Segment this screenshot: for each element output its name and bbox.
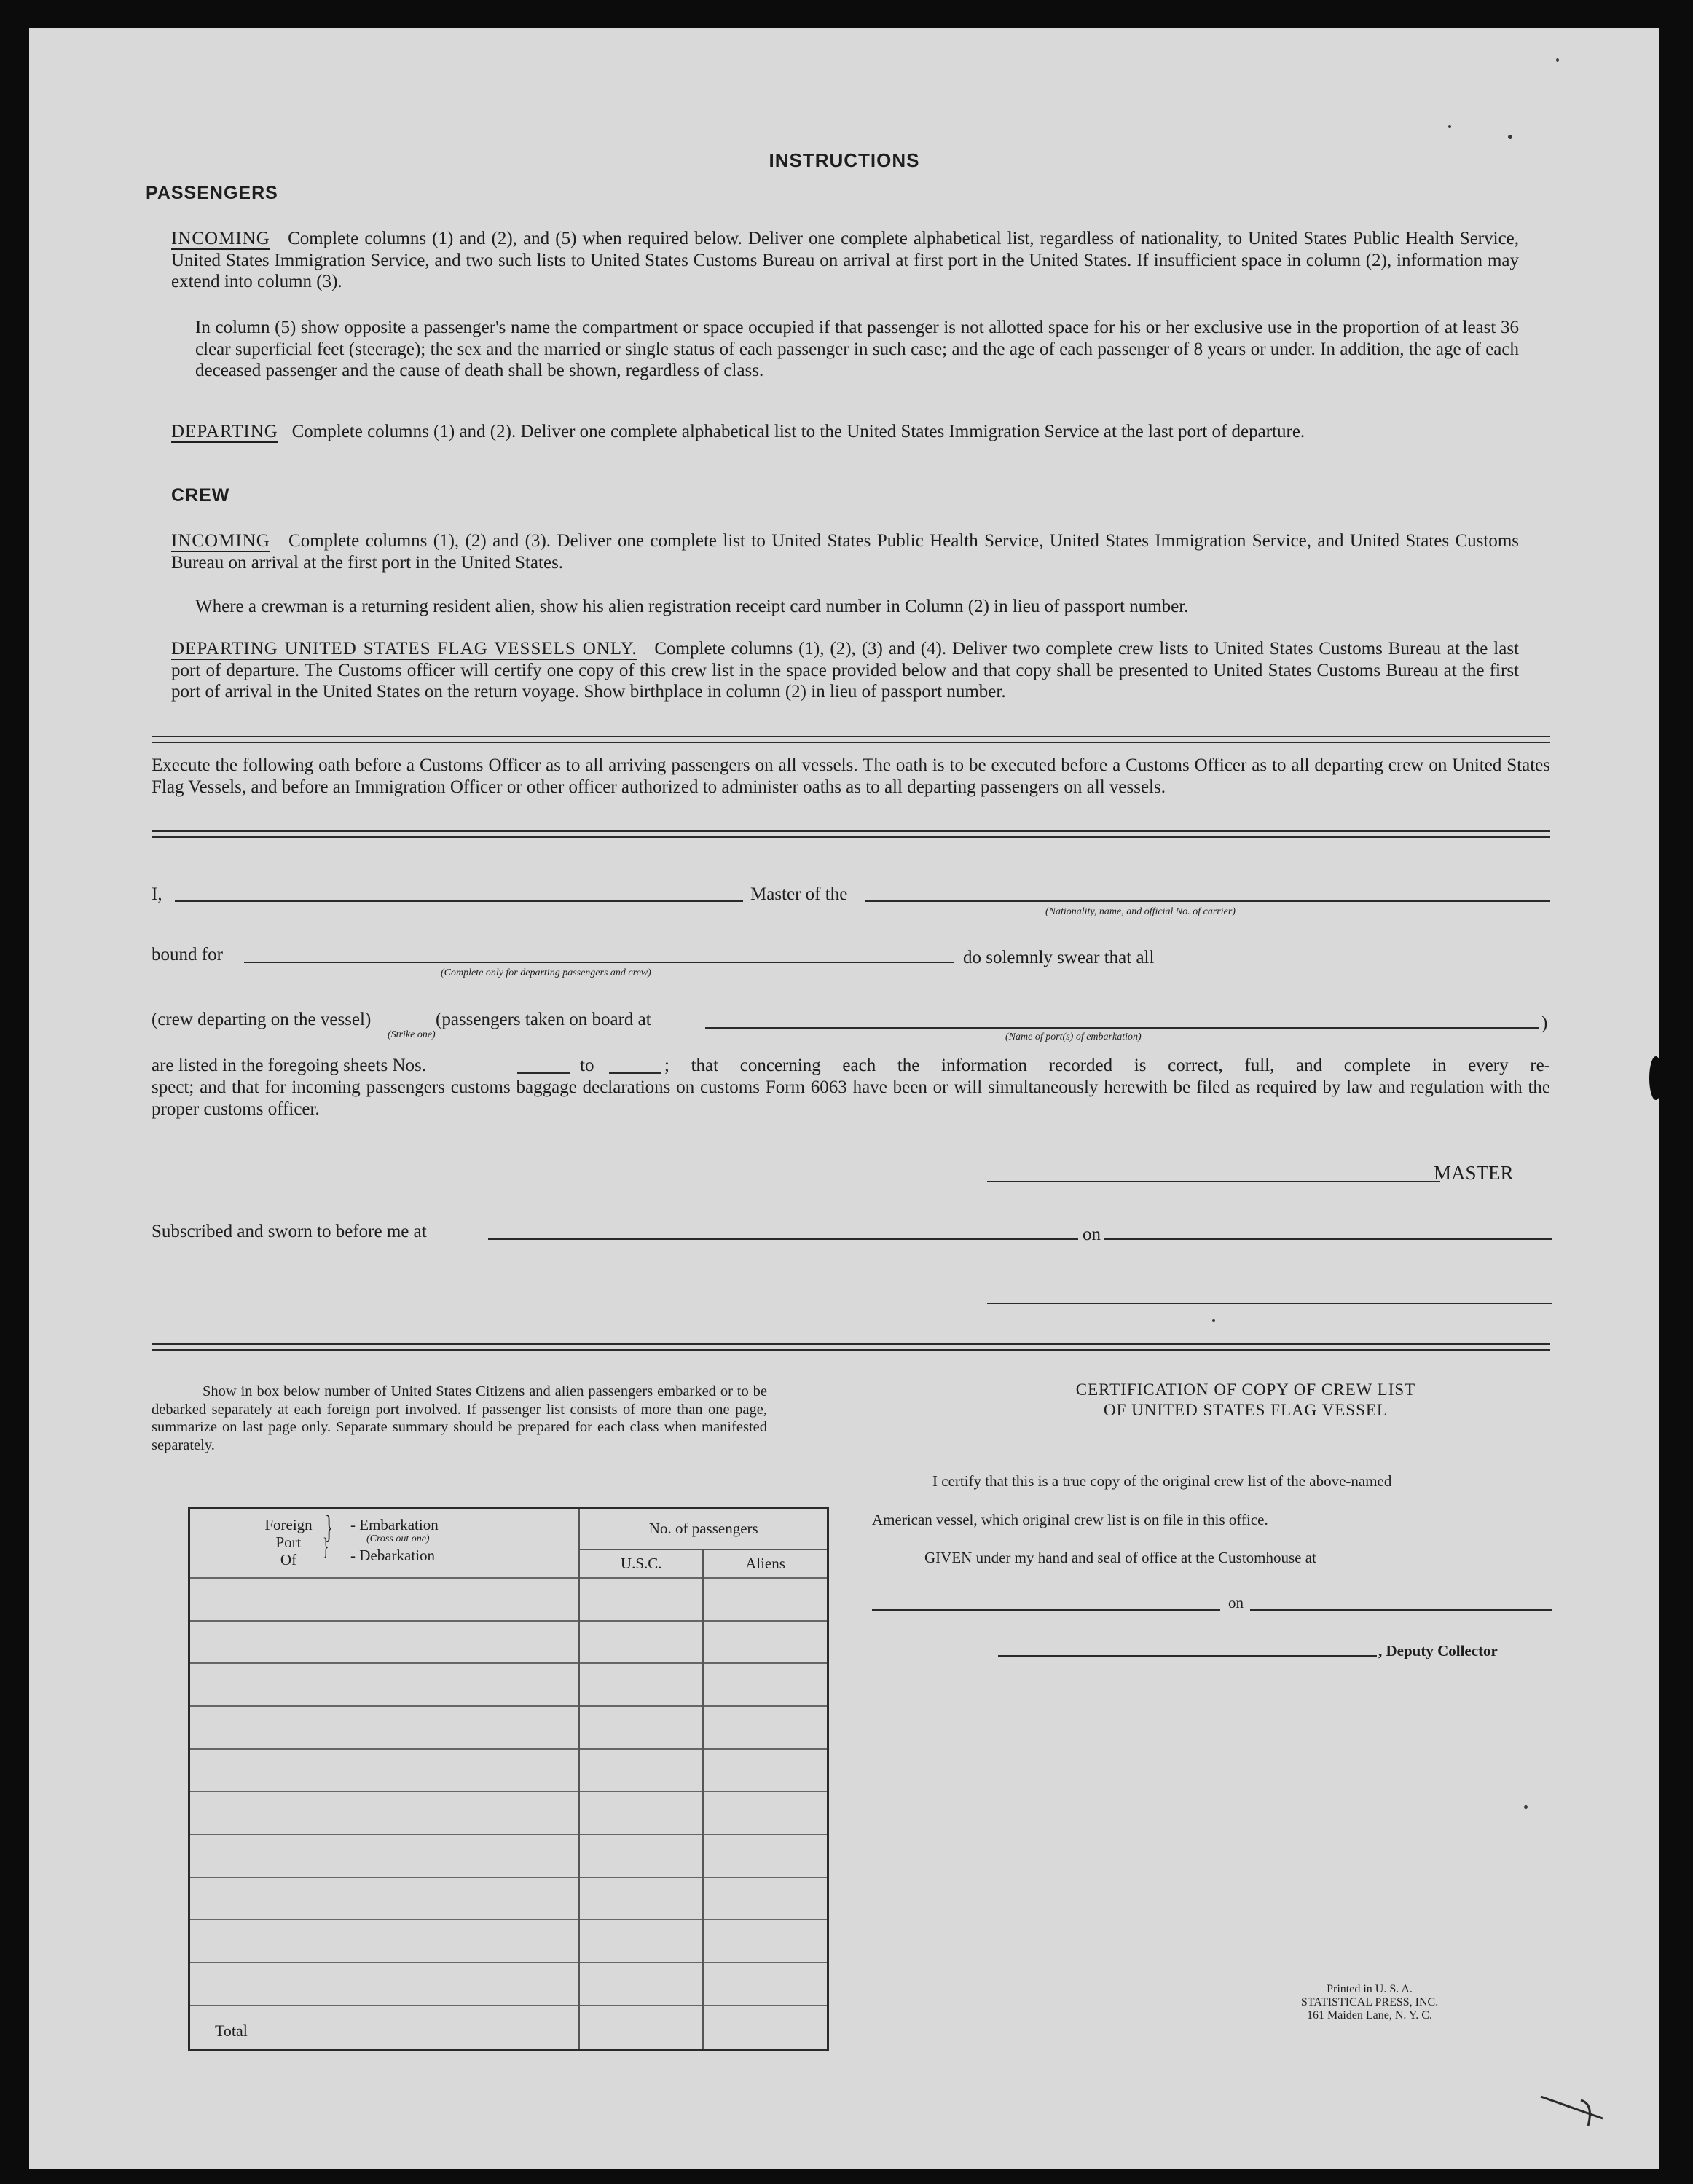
- printer-line1: Printed in U. S. A.: [1327, 1983, 1413, 1995]
- no-passengers-header: No. of passengers: [579, 1508, 828, 1550]
- certification-on-label: on: [1228, 1594, 1244, 1611]
- instructions-title: INSTRUCTIONS: [769, 149, 920, 171]
- debarkation-option[interactable]: - Debarkation: [350, 1547, 436, 1564]
- deputy-signature-field[interactable]: [998, 1655, 1377, 1657]
- aliens-cell[interactable]: [703, 1621, 828, 1664]
- certification-title: [954, 1380, 1537, 1421]
- master-signature-field[interactable]: [987, 1181, 1440, 1182]
- foreign-port-header: [189, 1508, 580, 1579]
- crew-departing-text: Complete columns (1), (2), (3) and (4). Deliver two complete crew lists to United States Customs Bureau at the last port of departure. The Customs officer will certify one copy of this crew list in the space provided below and that copy shall be presented to United States Customs Bureau at the first port of arrival in the United States on the return voyage. Show birthplace in column (2) in lieu of passport number.: [171, 639, 1519, 702]
- aliens-cell[interactable]: [703, 1963, 828, 2006]
- usc-total-cell[interactable]: [579, 2006, 703, 2051]
- bound-for-field[interactable]: [244, 962, 954, 963]
- usc-cell[interactable]: [579, 1877, 703, 1920]
- divider-2: [152, 830, 1550, 838]
- divider-1: [152, 736, 1550, 743]
- port-cell[interactable]: [189, 1749, 580, 1792]
- scan-edge-notch: [1649, 1056, 1662, 1100]
- oath-i-label: I,: [152, 884, 162, 904]
- printer-line3: 161 Maiden Lane, N. Y. C.: [1307, 2009, 1432, 2022]
- usc-header: U.S.C.: [579, 1549, 703, 1578]
- certify-line-1: I certify that this is a true copy of the original crew list of the above-named: [932, 1472, 1392, 1490]
- port-cell[interactable]: [189, 1621, 580, 1664]
- aliens-cell[interactable]: [703, 1578, 828, 1621]
- bound-for-label: bound for: [152, 945, 223, 965]
- sworn-on-label: on: [1083, 1225, 1101, 1244]
- sheet-from-field[interactable]: [517, 1072, 570, 1074]
- scan-speck: [1212, 1319, 1215, 1322]
- sheets-prefix: are listed in the foregoing sheets Nos.: [152, 1056, 426, 1075]
- port-cell[interactable]: [189, 1877, 580, 1920]
- passengers-incoming-para: [171, 228, 1519, 293]
- swear-label: do solemnly swear that all: [963, 948, 1155, 967]
- officer-signature-field[interactable]: [987, 1303, 1552, 1304]
- embarkation-port-field[interactable]: [705, 1027, 1539, 1029]
- aliens-cell[interactable]: [703, 1706, 828, 1749]
- crew-departing-label: DEPARTING UNITED STATES FLAG VESSELS ONLY.: [171, 639, 637, 659]
- port-cell[interactable]: [189, 1920, 580, 1963]
- certify-line-2: American vessel, which original crew list is on file in this office.: [872, 1511, 1268, 1528]
- oath-spect-text: spect; and that for incoming passengers customs baggage declarations on customs Form 6063 have been or will simultaneously herewith be filed as required by law and regulation with the proper customs officer.: [152, 1077, 1550, 1119]
- carrier-caption: (Nationality, name, and official No. of carrier): [1045, 906, 1236, 917]
- printer-imprint: [1224, 1983, 1515, 2022]
- scan-speck: [1524, 1805, 1528, 1809]
- crew-departing-option[interactable]: (crew departing on the vessel): [152, 1010, 372, 1029]
- deputy-collector-label: , Deputy Collector: [1378, 1642, 1498, 1659]
- passengers-incoming-label: INCOMING: [171, 229, 270, 248]
- aliens-cell[interactable]: [703, 1663, 828, 1706]
- scan-speck: [1556, 58, 1559, 62]
- crew-resident-para: Where a crewman is a returning resident alien, show his alien registration receipt card number in Column (2) in lieu of passport number.: [195, 597, 1189, 616]
- passenger-summary-table: [188, 1507, 829, 2051]
- port-cell[interactable]: [189, 1706, 580, 1749]
- aliens-header: Aliens: [703, 1549, 828, 1578]
- divider-3: [152, 1343, 1550, 1351]
- embarkation-caption: (Name of port(s) of embarkation): [1005, 1032, 1142, 1042]
- port-label: Port: [275, 1533, 302, 1551]
- passengers-departing-text: Complete columns (1) and (2). Deliver one complete alphabetical list to the United States Immigration Service at the last port of departure.: [291, 422, 1305, 441]
- aliens-cell[interactable]: [703, 1749, 828, 1792]
- top-brace: }: [325, 1509, 333, 1545]
- strike-one-caption: (Strike one): [388, 1029, 436, 1040]
- embarkation-option[interactable]: - Embarkation: [350, 1516, 439, 1533]
- certification-title-line1: CERTIFICATION OF COPY OF CREW LIST: [1075, 1380, 1416, 1399]
- summary-instructions: Show in box below number of United States Citizens and alien passengers embarked or to be debarked separately at each foreign port involved. If passenger list consists of more than one page, summarize on last page only. Separate summary should be prepared for each class when manifested separately.: [152, 1383, 767, 1453]
- oath-intro: Execute the following oath before a Customs Officer as to all arriving passengers on all vessels. The oath is to be executed before a Customs Officer as to all departing crew on United States Flag Vessels, and before an Immigration Officer or other officer authorized to administer oaths as to all departing passengers on all vessels.: [152, 755, 1550, 797]
- usc-cell[interactable]: [579, 1578, 703, 1621]
- close-paren: ): [1541, 1013, 1548, 1033]
- aliens-total-cell[interactable]: [703, 2006, 828, 2051]
- form-page: [29, 28, 1659, 2169]
- usc-cell[interactable]: [579, 1791, 703, 1834]
- port-cell[interactable]: [189, 1834, 580, 1877]
- usc-cell[interactable]: [579, 1963, 703, 2006]
- usc-cell[interactable]: [579, 1706, 703, 1749]
- master-name-field[interactable]: [175, 900, 743, 902]
- carrier-field[interactable]: [865, 900, 1550, 902]
- passengers-column5-para: In column (5) show opposite a passenger's name the compartment or space occupied if that passenger is not allotted space for his or her exclusive use in the proportion of at least 36 clear superficial feet (steerage); the sex and the married or single status of each passenger in such case; and the age of each passenger of 8 years or under. In addition, the age of each deceased passenger and the cause of death shall be shown, regardless of class.: [195, 318, 1519, 380]
- usc-cell[interactable]: [579, 1834, 703, 1877]
- crew-incoming-para: [171, 530, 1519, 573]
- certification-title-line2: OF UNITED STATES FLAG VESSEL: [1104, 1401, 1388, 1419]
- customhouse-field[interactable]: [872, 1609, 1220, 1611]
- sheets-suffix: ; that concerning each the information recorded is correct, full, and complete in every re-: [664, 1056, 1550, 1075]
- passengers-heading: PASSENGERS: [146, 183, 278, 203]
- aliens-cell[interactable]: [703, 1791, 828, 1834]
- total-label: Total: [189, 2006, 580, 2051]
- scan-speck: [1448, 125, 1451, 128]
- of-label: Of: [280, 1551, 297, 1568]
- crew-incoming-text: Complete columns (1), (2) and (3). Deliver one complete list to United States Public Health Service, United States Immigration Service, and United States Customs Bureau on arrival at the first port in the United States.: [171, 531, 1520, 573]
- port-cell[interactable]: [189, 1963, 580, 2006]
- master-label: MASTER: [1434, 1162, 1514, 1184]
- scan-speck: [1508, 135, 1512, 139]
- port-cell[interactable]: [189, 1578, 580, 1621]
- port-cell[interactable]: [189, 1663, 580, 1706]
- sworn-place-field[interactable]: [488, 1238, 1078, 1240]
- usc-cell[interactable]: [579, 1920, 703, 1963]
- passengers-taken-option[interactable]: (passengers taken on board at: [436, 1010, 651, 1029]
- crew-heading: CREW: [171, 485, 230, 506]
- passengers-departing-para: [171, 421, 1519, 443]
- cross-out-caption: (Cross out one): [366, 1533, 430, 1544]
- usc-cell[interactable]: [579, 1749, 703, 1792]
- pencil-mark-icon: [1537, 2082, 1617, 2133]
- aliens-cell[interactable]: [703, 1834, 828, 1877]
- aliens-cell[interactable]: [703, 1920, 828, 1963]
- usc-cell[interactable]: [579, 1663, 703, 1706]
- usc-cell[interactable]: [579, 1621, 703, 1664]
- sheets-to-label: to: [580, 1056, 594, 1075]
- foreign-label: Foreign: [264, 1516, 313, 1533]
- printer-line2: STATISTICAL PRESS, INC.: [1300, 1996, 1439, 2008]
- crew-departing-para: [171, 638, 1519, 703]
- bound-for-caption: (Complete only for departing passengers and crew): [441, 967, 651, 978]
- sheet-to-field[interactable]: [609, 1072, 661, 1074]
- sworn-date-field[interactable]: [1104, 1238, 1552, 1240]
- passengers-incoming-text: Complete columns (1) and (2), and (5) when required below. Deliver one complete alphabetical list, regardless of nationality, to United States Public Health Service, United States Immigration Service, and two such lists to United States Customs Bureau on arrival at first port in the United States. If insufficient space in column (2), information may extend into column (3).: [171, 229, 1520, 291]
- master-of-the-label: Master of the: [750, 884, 848, 904]
- passengers-departing-label: DEPARTING: [171, 422, 278, 441]
- crew-incoming-label: INCOMING: [171, 531, 270, 551]
- port-cell[interactable]: [189, 1791, 580, 1834]
- aliens-cell[interactable]: [703, 1877, 828, 1920]
- certification-date-field[interactable]: [1250, 1609, 1552, 1611]
- subscribed-label: Subscribed and sworn to before me at: [152, 1222, 427, 1241]
- given-line: GIVEN under my hand and seal of office at the Customhouse at: [924, 1549, 1316, 1566]
- bottom-brace: }: [323, 1533, 329, 1560]
